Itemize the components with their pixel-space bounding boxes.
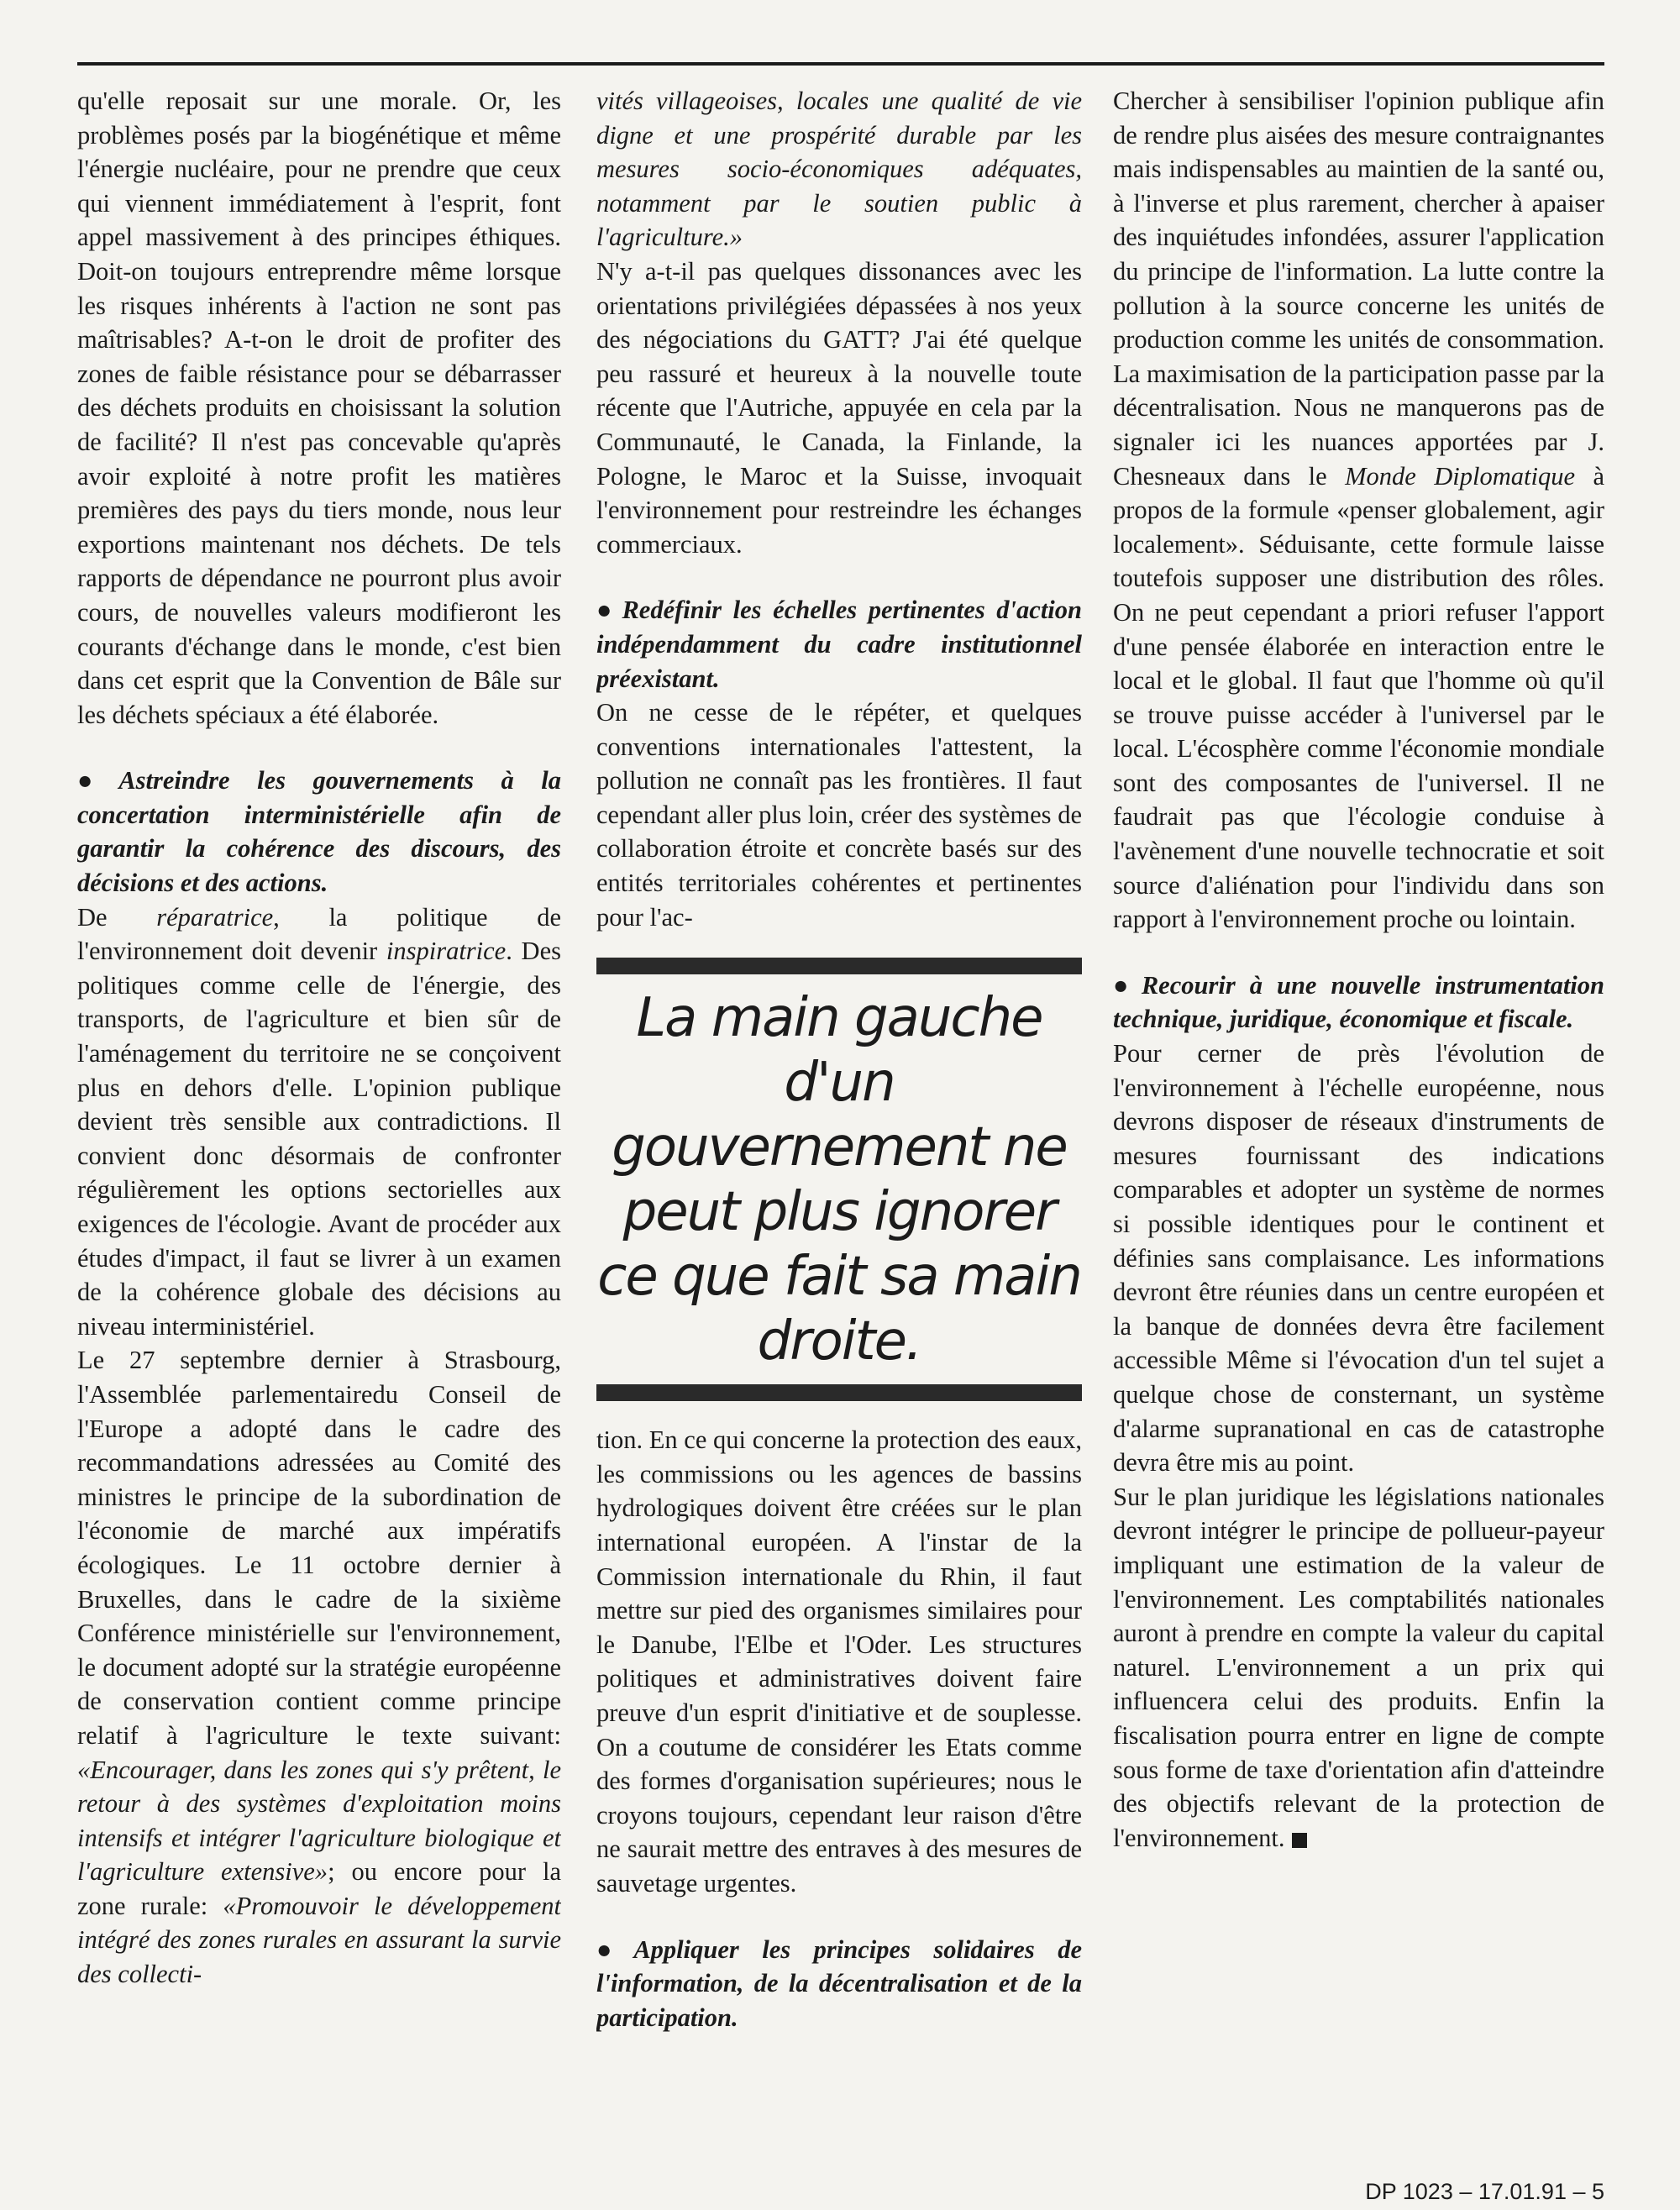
paragraph: vités villageoises, locales une qualité de vie digne et une prospérité durable par les mesures socio-économiques adéquates, notamment par le soutien public à l'agriculture.» (596, 87, 1082, 252)
paragraph: qu'elle reposait sur une morale. Or, les problèmes posés par la biogénétique et même l'énergie nucléaire, pour ne prendre que ceux qui viennent immédiatement à l'esprit, font appel massivement à des principes éthiques. Doit-on toujours entreprendre même lorsque les risques inhérents à l'action ne sont pas maîtrisables? A-t-on le droit de profiter des zones de faible résistance pour se débarrasser des déchets produits en choisissant la solution de facilité? Il n'est pas concevable qu'après avoir exploité à notre profit les matières premières des pays du tiers monde, nous leur exportions maintenant nos déchets. De tels rapports de dépendance ne pourront plus avoir cours, de nouvelles valeurs modifieront les courants d'échange dans le monde, c'est bien dans cet esprit que la Convention de Bâle sur les déchets spéciaux a été élaborée. (77, 87, 561, 729)
paragraph: Chercher à sensibiliser l'opinion publique afin de rendre plus aisées des mesure contraignantes mais indispensables au maintien de la santé ou, à l'inverse et plus rarement, chercher à apaiser des inquiétudes infondées, assurer l'application du principe de l'information. La lutte contre la pollution à la source concerne les unités de production comme les unités de consommation. La maximisation de la participation passe par la décentralisation. Nous ne manquerons pas de signaler ici les nuances apportées par J. Chesneaux dans le Monde Diplomatique à propos de la formule «penser globalement, agir localement». Séduisante, cette formule laisse toutefois supposer une distribution des rôles. On ne peut cependant a priori refuser l'apport d'une pensée élaborée en interaction entre le local et le global. Il faut que l'homme où qu'il se trouve puisse accéder à l'universel par le local. L'écosphère comme l'économie mondiale sont des composantes de l'universel. Il ne faudrait pas que l'écologie conduise à l'avènement d'une nouvelle technocratie et soit source d'aliénation pour l'individu dans son rapport à l'environnement proche ou lointain. (1113, 87, 1604, 934)
paragraph: Pour cerner de près l'évolution de l'environnement à l'échelle européenne, nous devrons disposer de réseaux d'instruments de mesures fournissant des indications comparables et adopter un système de normes si possible identiques pour le continent et définies sans complaisance. Les informations devront être réunies dans un centre européen et la banque de données devra être facilement accessible Même si l'évocation d'un tel sujet a quelque chose de consternant, un système d'alarme supranational en cas de catastrophe devra être mis au point. (1113, 1039, 1604, 1478)
pull-quote-top-bar (596, 958, 1082, 974)
paragraph: Sur le plan juridique les législations nationales devront intégrer le principe de pollueur-payeur impliquant une estimation de la valeur de l'environnement. Les comptabilités nationales auront à prendre en compte la valeur du capital naturel. L'environnement a un prix qui influencera celui des produits. Enfin la fiscalisation pourra entrer en ligne de compte sous forme de taxe d'orientation afin d'atteindre des objectifs relevant de la protection de l'environnement. (1113, 1482, 1604, 1852)
paragraph: On ne cesse de le répéter, et quelques conventions internationales l'attestent, la pollution ne connaît pas les frontières. Il faut cependant aller plus loin, créer des systèmes de collaboration étroite et concrète basés sur des entités territoriales cohérentes et pertinentes pour l'ac- (596, 698, 1082, 932)
column-1 (77, 84, 561, 2150)
section-heading-text: Recourir à une nouvelle instrumentation technique, juridique, économique et fiscale. (1113, 970, 1604, 1034)
column-3 (1113, 84, 1604, 2150)
pull-quote-text: La main gauche d'un gouvernement ne peut plus ignorer ce que fait sa main droite. (597, 987, 1081, 1373)
section-heading (1113, 969, 1604, 1037)
bullet-icon: ● (1113, 970, 1137, 1000)
paragraph: N'y a-t-il pas quelques dissonances avec les orientations privilégiées dépassées à nos yeux des négociations du GATT? J'ai été quelque peu rassuré et heureux à la nouvelle toute récente que l'Autriche, appuyée en cela par la Communauté, le Canada, la Finlande, la Pologne, le Maroc et la Suisse, invoquait l'environnement pour restreindre les échanges commerciaux. (596, 256, 1082, 559)
section-heading-text: Appliquer les principes solidaires de l'information, de la décentralisation et de la participation. (596, 1934, 1082, 2032)
section-heading (77, 764, 561, 900)
bullet-icon: ● (596, 596, 617, 625)
pull-quote-bottom-bar (596, 1384, 1082, 1401)
column-2 (596, 84, 1082, 2150)
paragraph: De réparatrice, la politique de l'environnement doit devenir inspiratrice. Des politiques comme celle de l'énergie, des transports, de l'agriculture et bien sûr de l'aménagement du territoire ne se conçoivent plus en dehors d'elle. L'opinion publique devient très sensible aux contradictions. Il convient donc désormais de confronter régulièrement les options sectorielles aux exigences de l'écologie. Avant de procéder aux études d'impact, il faut se livrer à un examen de la cohérence globale des décisions au niveau interministériel. (77, 902, 561, 1341)
bullet-icon: ● (596, 1934, 629, 1964)
pull-quote (596, 958, 1082, 1401)
section-heading (596, 593, 1082, 696)
section-heading-text: Redéfinir les échelles pertinentes d'action indépendamment du cadre institutionnel préexistant. (596, 596, 1082, 693)
section-heading-text: Astreindre les gouvernements à la concertation interministérielle afin de garantir la cohérence des discours, des décisions et des actions. (77, 766, 561, 898)
section-heading (596, 1933, 1082, 2035)
end-mark-icon (1292, 1833, 1307, 1848)
top-rule (77, 62, 1604, 66)
paragraph: Le 27 septembre dernier à Strasbourg, l'Assemblée parlementairedu Conseil de l'Europe a adopté dans le cadre des recommandations adressées au Comité des ministres le principe de la subordination de l'économie de marché aux impératifs écologiques. Le 11 octobre dernier à Bruxelles, dans le cadre de la sixième Conférence ministérielle sur l'environnement, le document adopté sur la stratégie européenne de conservation contient comme principe relatif à l'agriculture le texte suivant: «Encourager, dans les zones qui s'y prêtent, le retour à des systèmes d'exploitation moins intensifs et intégrer l'agriculture biologique et l'agriculture extensive»; ou encore pour la zone rurale: «Promouvoir le développement intégré des zones rurales en assurant la survie des collecti- (77, 1346, 561, 1989)
page-footer: DP 1023 – 17.01.91 – 5 (1365, 2179, 1604, 2204)
bullet-icon: ● (77, 766, 114, 795)
paragraph: tion. En ce qui concerne la protection des eaux, les commissions ou les agences de bassins hydrologiques doivent être créées sur le plan international européen. A l'instar de la Commission internationale du Rhin, il faut mettre sur pied des organismes similaires pour le Danube, l'Elbe et l'Oder. Les structures politiques et administratives doivent faire preuve d'un esprit d'initiative et de souplesse. On a coutume de considérer les Etats comme des formes d'organisation supérieures; nous le croyons toujours, cependant leur raison d'être ne saurait mettre des entraves à des mesures de sauvetage urgentes. (596, 1425, 1082, 1898)
